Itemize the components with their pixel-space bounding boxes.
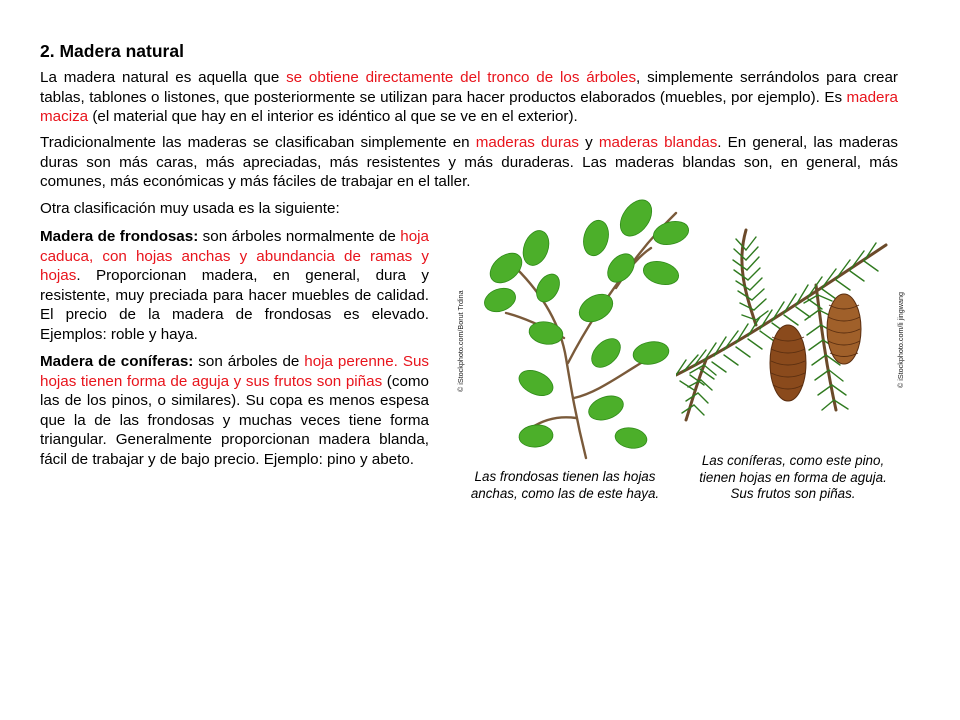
highlight-text: se obtiene directamente del tronco de los árboles [286, 69, 637, 86]
beech-caption: Las frondosas tienen las hojas anchas, como las de este haya. [470, 469, 660, 501]
frondosas-term: Madera de frondosas: [40, 228, 199, 245]
pine-caption: Las coníferas, como este pino, tienen hojas en forma de aguja. Sus frutos son piñas. [699, 453, 887, 501]
beech-branch-image [476, 188, 696, 463]
section-title: 2. Madera natural [40, 41, 184, 61]
highlight-text: hoja perenne. Sus hojas tienen forma de aguja y sus frutos son piñas [40, 353, 429, 390]
pine-branch-image [676, 225, 892, 425]
classification-paragraph: Tradicionalmente las maderas se clasificaban simplemente en maderas duras y maderas blandas. En general, las maderas duras son más caras, más apreciadas, más resistentes y más duraderas. Las maderas blandas son, en general, más comunes, más económicas y más fáciles de trabajar en el taller. [40, 134, 899, 191]
highlight-text: maderas blandas [598, 134, 718, 151]
beech-image-credit: © iStockphoto.com/Borut Trdina [456, 290, 465, 392]
highlight-text: madera maciza [40, 88, 898, 126]
pine-image-credit: © iStockphoto.com/li jingwang [896, 292, 905, 388]
highlight-text: hoja caduca, con hojas anchas y abundancia de ramas y hojas [40, 228, 429, 285]
frondosas-paragraph: Madera de frondosas: son árboles normalmente de hoja caduca, con hojas anchas y abundancia de ramas y hojas. Proporcionan madera, en general, dura y resistente, muy preciada para hacer muebles de calidad. El precio de la madera de frondosas es elevado. Ejemplos: roble y haya. [40, 228, 429, 343]
other-classification-paragraph: Otra clasificación muy usada es la siguiente: [40, 200, 340, 217]
coniferas-term: Madera de coníferas: [40, 353, 194, 370]
highlight-text: maderas duras [475, 134, 579, 151]
coniferas-paragraph: Madera de coníferas: son árboles de hoja perenne. Sus hojas tienen forma de aguja y sus frutos son piñas (como las de los pinos, o similares). Su copa es menos espesa que la de las frondosas y muchas veces tiene forma triangular. Generalmente proporcionan madera blanda, fácil de trabajar y de bajo precio. Ejemplo: pino y abeto. [40, 353, 430, 468]
intro-paragraph: La madera natural es aquella que se obtiene directamente del tronco de los árboles, simplemente serrándolos para crear tablas, tablones o listones, que posteriormente se utilizan para hacer productos elaborados (muebles, por ejemplo). Es madera maciza (el material que hay en el interior es idéntico al que se ve en el exterior). [40, 69, 898, 126]
